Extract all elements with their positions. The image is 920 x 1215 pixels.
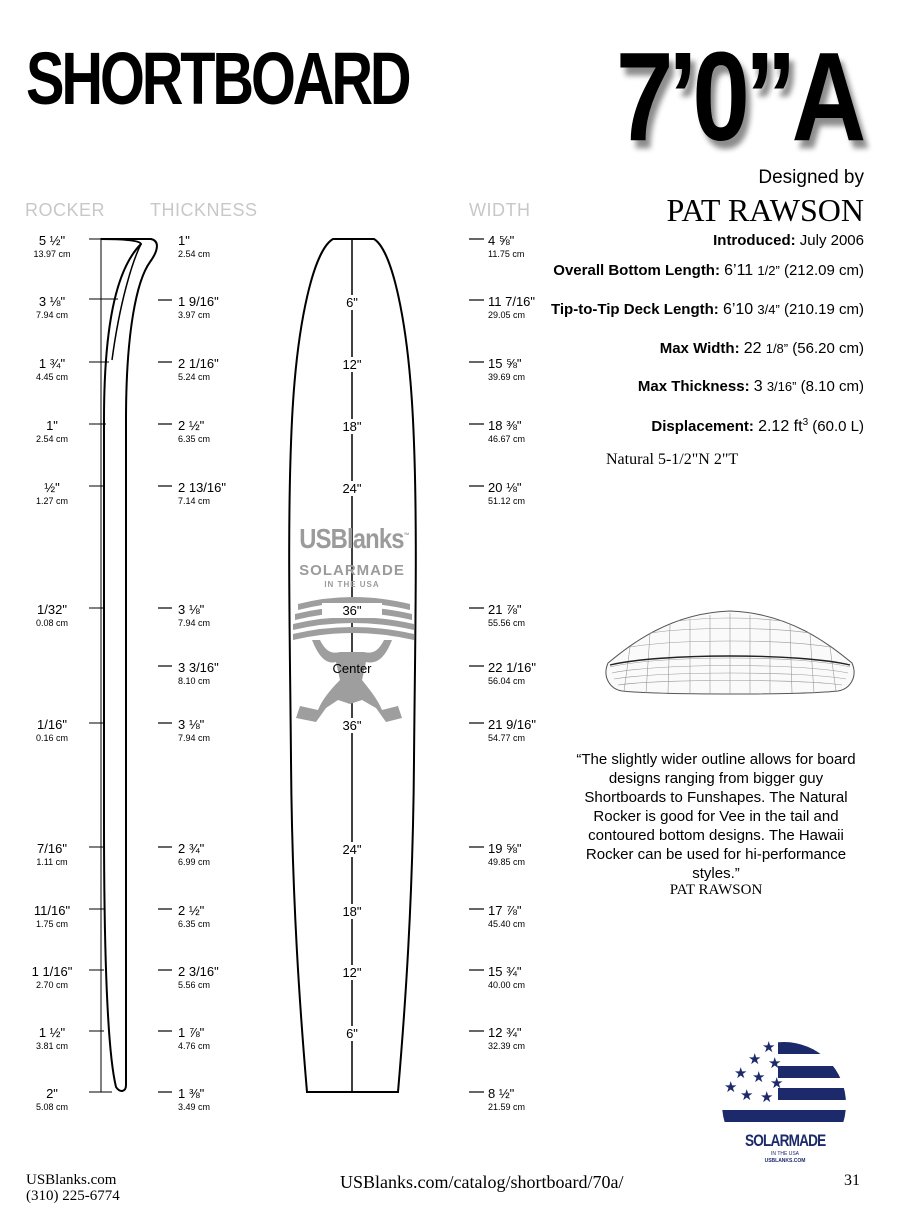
badge-line2: USBLANKS.COM	[764, 1158, 806, 1164]
width-inches: 15 ⅝"	[488, 356, 522, 371]
rocker-value	[20, 602, 84, 628]
width-cm: 51.12 cm	[488, 496, 526, 506]
width-cm: 46.67 cm	[488, 434, 526, 444]
spec-thick-frac: 3/16”	[766, 379, 797, 394]
thickness-value	[178, 356, 219, 382]
svg-text:★: ★	[748, 1050, 762, 1068]
thickness-value	[178, 418, 210, 444]
rocker-value	[20, 841, 84, 867]
width-inches: 21 9/16"	[488, 717, 536, 732]
thickness-value	[178, 1025, 210, 1051]
rocker-cm: 0.16 cm	[35, 733, 68, 743]
station-text: 12"	[342, 357, 362, 372]
thickness-value	[178, 294, 219, 320]
width-cm: 49.85 cm	[488, 857, 526, 867]
rocker-cm: 4.45 cm	[35, 372, 68, 382]
width-inches: 20 ⅛"	[488, 480, 522, 495]
spec-overall-cm: (212.09 cm)	[783, 262, 864, 279]
watermark-usa: IN THE USA	[324, 580, 380, 589]
rocker-inches: 3 ⅛"	[38, 294, 66, 309]
spec-disp-liters: (60.0 L)	[812, 418, 864, 435]
rocker-value	[20, 356, 84, 382]
thickness-inches: 1"	[178, 233, 190, 248]
watermark-brand-name: USBlanks	[299, 523, 404, 554]
rocker-cm: 5.08 cm	[35, 1102, 68, 1112]
thickness-inches: 1 ⅞"	[178, 1025, 205, 1040]
spec-thick-value: 3	[753, 378, 763, 395]
svg-text:★: ★	[760, 1088, 774, 1106]
thickness-cm: 8.10 cm	[178, 676, 211, 686]
rocker-value	[20, 1086, 84, 1112]
station-label	[322, 603, 382, 618]
rocker-inches: 2"	[46, 1086, 58, 1101]
badge-line1: IN THE USA	[771, 1151, 799, 1157]
station-label	[322, 661, 382, 676]
spec-thick-label: Max Thickness:	[637, 378, 750, 395]
spec-thick-cm: (8.10 cm)	[800, 378, 864, 395]
width-inches: 12 ¾"	[488, 1025, 522, 1040]
station-text: 36"	[342, 718, 362, 733]
thickness-cm: 7.14 cm	[178, 496, 211, 506]
station-label	[322, 842, 382, 857]
rocker-inches: 1/16"	[37, 717, 67, 732]
rocker-inches: 1 ¾"	[38, 356, 66, 371]
spec-disp-exp: 3	[802, 417, 809, 428]
width-cm: 32.39 cm	[488, 1041, 526, 1051]
rocker-cm: 3.81 cm	[35, 1041, 68, 1051]
station-text: 6"	[346, 295, 358, 310]
thickness-heading: THICKNESS	[150, 200, 258, 220]
spec-tip-frac: 3/4”	[757, 302, 780, 317]
width-inches: 4 ⅝"	[488, 233, 515, 248]
thickness-inches: 3 ⅛"	[178, 717, 205, 732]
thickness-cm: 2.54 cm	[178, 249, 211, 259]
watermark-solarmade: SOLARMADE	[299, 562, 405, 579]
width-cm: 11.75 cm	[488, 249, 525, 259]
thickness-inches: 3 ⅛"	[178, 602, 205, 617]
thickness-value	[178, 480, 226, 506]
station-text: 18"	[342, 904, 362, 919]
thickness-cm: 3.97 cm	[178, 310, 211, 320]
rocker-inches: 7/16"	[37, 841, 67, 856]
svg-text:★: ★	[762, 1038, 776, 1056]
spec-width-value: 22	[743, 340, 762, 357]
rocker-value	[20, 480, 84, 506]
width-value	[488, 418, 525, 444]
rocker-inches: 5 ½"	[38, 233, 66, 248]
thickness-inches: 2 ½"	[178, 903, 205, 918]
thickness-inches: 2 1/16"	[178, 356, 219, 371]
model-name: 7’0”A	[616, 26, 862, 167]
spec-width-cm: (56.20 cm)	[792, 340, 864, 357]
rocker-cm: 1.75 cm	[35, 919, 68, 929]
thickness-value	[178, 717, 210, 743]
badge-brand: SOLARMADE	[745, 1131, 826, 1150]
station-text: 6"	[346, 1026, 358, 1041]
rocker-inches: 1 1/16"	[31, 964, 73, 979]
rocker-type: Natural 5-1/2"N 2"T	[606, 451, 739, 468]
station-label	[322, 965, 382, 980]
rocker-value	[20, 1025, 84, 1051]
width-value	[488, 1086, 525, 1112]
width-value	[488, 294, 535, 320]
spec-disp-label: Displacement:	[651, 418, 754, 435]
width-value	[488, 233, 524, 259]
rocker-value	[20, 418, 84, 444]
thickness-cm: 5.56 cm	[178, 980, 211, 990]
thickness-cm: 7.94 cm	[178, 733, 211, 743]
svg-text:★: ★	[752, 1068, 766, 1086]
spec-introduced-label: Introduced:	[713, 232, 796, 249]
rocker-inches: 1"	[46, 418, 58, 433]
svg-text:★: ★	[734, 1064, 748, 1082]
thickness-value	[178, 841, 210, 867]
footer-site[interactable]: USBlanks.com	[26, 1172, 117, 1188]
thickness-value	[178, 964, 219, 990]
thickness-cm: 5.24 cm	[178, 372, 211, 382]
station-text: 12"	[342, 965, 362, 980]
rocker-cm: 2.70 cm	[35, 980, 68, 990]
width-inches: 18 ⅜"	[488, 418, 522, 433]
designed-by-label: Designed by	[758, 167, 864, 188]
spec-overall-label: Overall Bottom Length:	[553, 262, 720, 279]
station-text: 36"	[342, 603, 362, 618]
width-heading: WIDTH	[469, 200, 531, 220]
width-inches: 15 ¾"	[488, 964, 522, 979]
width-cm: 29.05 cm	[488, 310, 526, 320]
width-value	[488, 602, 525, 628]
thickness-ticks	[158, 300, 172, 1092]
spec-tip-value: 6’10	[722, 301, 754, 318]
rocker-value	[20, 964, 84, 990]
station-label	[322, 1026, 382, 1041]
station-label	[322, 357, 382, 372]
spec-tip-cm: (210.19 cm)	[783, 301, 864, 318]
side-profile-rail	[112, 244, 141, 360]
station-label	[322, 718, 382, 733]
thickness-cm: 6.35 cm	[178, 919, 211, 929]
width-inches: 17 ⅞"	[488, 903, 522, 918]
thickness-cm: 7.94 cm	[178, 618, 211, 628]
svg-text:★: ★	[740, 1086, 754, 1104]
width-cm: 21.59 cm	[488, 1102, 526, 1112]
board-3d-wireframe	[600, 605, 860, 700]
thickness-cm: 6.99 cm	[178, 857, 211, 867]
width-inches: 19 ⅝"	[488, 841, 522, 856]
footer-phone: (310) 225-6774	[26, 1188, 120, 1204]
svg-text:★: ★	[770, 1074, 784, 1092]
svg-text:★: ★	[724, 1078, 738, 1096]
rocker-value	[20, 294, 84, 320]
width-cm: 45.40 cm	[488, 919, 526, 929]
thickness-inches: 1 ⅜"	[178, 1086, 205, 1101]
rocker-cm: 1.27 cm	[35, 496, 68, 506]
width-ticks	[469, 239, 484, 1092]
width-value	[488, 717, 536, 743]
thickness-cm: 4.76 cm	[178, 1041, 211, 1051]
width-value	[488, 1025, 525, 1051]
width-inches: 22 1/16"	[488, 660, 536, 675]
station-label	[322, 481, 382, 496]
rocker-cm: 2.54 cm	[35, 434, 68, 444]
station-text: 18"	[342, 419, 362, 434]
spec-overall-value: 6’11	[724, 262, 754, 279]
rocker-cm: 1.11 cm	[36, 857, 68, 867]
thickness-inches: 1 9/16"	[178, 294, 219, 309]
width-cm: 55.56 cm	[488, 618, 526, 628]
width-cm: 40.00 cm	[488, 980, 526, 990]
width-value	[488, 964, 525, 990]
rocker-cm: 0.08 cm	[35, 618, 68, 628]
flag-badge-logo	[718, 1038, 850, 1122]
rocker-inches: ½"	[44, 480, 60, 495]
width-value	[488, 480, 525, 506]
rocker-cm: 7.94 cm	[35, 310, 68, 320]
width-cm: 54.77 cm	[488, 733, 526, 743]
footer-url[interactable]: USBlanks.com/catalog/shortboard/70a/	[340, 1172, 624, 1192]
spec-tip-label: Tip-to-Tip Deck Length:	[551, 301, 719, 318]
station-text: Center	[332, 661, 372, 676]
width-value	[488, 903, 525, 929]
station-text: 24"	[342, 842, 362, 857]
width-cm: 56.04 cm	[488, 676, 526, 686]
thickness-inches: 2 ¾"	[178, 841, 205, 856]
thickness-cm: 3.49 cm	[178, 1102, 211, 1112]
thickness-inches: 2 3/16"	[178, 964, 219, 979]
rocker-inches: 11/16"	[33, 903, 71, 918]
station-label	[322, 904, 382, 919]
svg-text:★: ★	[768, 1054, 782, 1072]
category-title: SHORTBOARD	[26, 37, 409, 120]
width-value	[488, 356, 525, 382]
thickness-value	[178, 602, 210, 628]
width-inches: 8 ½"	[488, 1086, 515, 1101]
spec-width-label: Max Width:	[659, 340, 740, 357]
designer-quote: “The slightly wider outline allows for board designs ranging from bigger guy Shortboards to Funshapes. The Natural Rocker is good for Vee in the tail and contoured bottom designs. The Hawaii Rocker can be used for hi-performance styles.”	[576, 751, 856, 882]
station-label	[322, 295, 382, 310]
station-label	[322, 419, 382, 434]
thickness-value	[178, 1086, 210, 1112]
thickness-cm: 6.35 cm	[178, 434, 211, 444]
page-number: 31	[844, 1172, 860, 1189]
width-inches: 21 ⅞"	[488, 602, 522, 617]
designer-name: PAT RAWSON	[666, 192, 864, 228]
spec-disp-value: 2.12 ft	[758, 418, 803, 435]
spec-introduced-value: July 2006	[799, 232, 864, 249]
width-cm: 39.69 cm	[488, 372, 526, 382]
rocker-value	[20, 903, 84, 929]
thickness-value	[178, 903, 210, 929]
rocker-inches: 1 ½"	[38, 1025, 66, 1040]
rocker-heading: ROCKER	[25, 200, 106, 220]
thickness-value	[178, 660, 219, 686]
station-text: 24"	[342, 481, 362, 496]
watermark-tm: ™	[403, 532, 409, 540]
side-profile-outline	[101, 239, 157, 1091]
rocker-value	[20, 717, 84, 743]
width-value	[488, 660, 536, 686]
spec-width-frac: 1/8”	[765, 341, 789, 356]
width-inches: 11 7/16"	[488, 294, 536, 309]
rocker-cm: 13.97 cm	[33, 249, 71, 259]
thickness-inches: 2 ½"	[178, 418, 205, 433]
watermark-brand	[299, 523, 409, 555]
thickness-inches: 3 3/16"	[178, 660, 219, 675]
width-value	[488, 841, 525, 867]
spec-overall-frac: 1/2”	[757, 263, 780, 278]
thickness-inches: 2 13/16"	[178, 480, 226, 495]
rocker-value	[20, 233, 84, 259]
quote-author: PAT RAWSON	[669, 882, 763, 898]
thickness-value	[178, 233, 210, 259]
rocker-inches: 1/32"	[37, 602, 67, 617]
